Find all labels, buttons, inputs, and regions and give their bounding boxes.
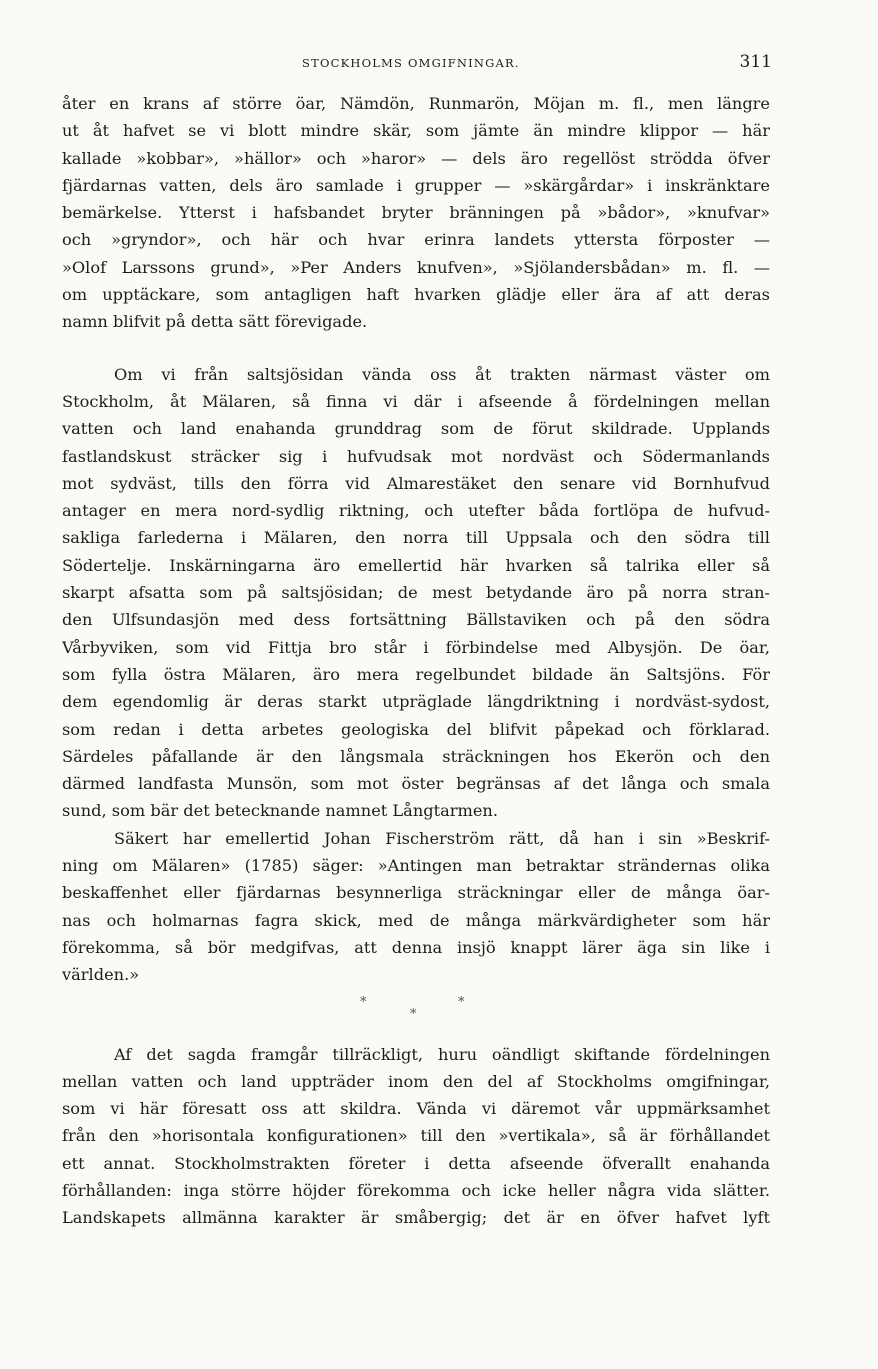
text-line: som redan i detta arbetes geologiska del blifvit påpekad och förklarad. bbox=[62, 719, 770, 739]
separator-star: * bbox=[410, 1006, 417, 1022]
running-title: STOCKHOLMS OMGIFNINGAR. bbox=[302, 56, 520, 70]
page-body bbox=[62, 90, 770, 1232]
paragraph-2 bbox=[62, 361, 770, 825]
text-line: förekomma, så bör medgifvas, att denna insjö knappt lärer äga sin like i bbox=[62, 937, 770, 957]
text-line: om upptäckare, som antagligen haft hvarken glädje eller ära af att deras bbox=[62, 285, 770, 305]
text-line: Särdeles påfallande är den långsmala sträckningen hos Ekerön och den bbox=[62, 746, 770, 766]
text-line: åter en krans af större öar, Nämdön, Runmarön, Möjan m. fl., men längre bbox=[62, 94, 770, 113]
page-number: 311 bbox=[739, 52, 772, 72]
text-line: ut åt hafvet se vi blott mindre skär, som jämte än mindre klippor — här bbox=[62, 121, 770, 141]
text-line: sakliga farlederna i Mälaren, den norra till Uppsala och den södra till bbox=[62, 528, 770, 548]
text-line: som vi här föresatt oss att skildra. Vända vi däremot vår uppmärksamhet bbox=[62, 1099, 770, 1119]
text-line: Stockholm, åt Mälaren, så finna vi där i afseende å fördelningen mellan bbox=[62, 391, 770, 411]
text-line: mot sydväst, tills den förra vid Almarestäket den senare vid Bornhufvud bbox=[62, 473, 770, 493]
text-line: som fylla östra Mälaren, äro mera regelbundet bildade än Saltsjöns. För bbox=[62, 664, 770, 684]
page-header bbox=[62, 52, 772, 76]
text-line: från den »horisontala konfigurationen» till den »vertikala», så är förhållandet bbox=[62, 1126, 770, 1146]
paragraph-3 bbox=[62, 825, 770, 989]
text-line: och »gryndor», och här och hvar erinra landets yttersta förposter — bbox=[62, 230, 770, 250]
text-line: fjärdarnas vatten, dels äro samlade i grupper — »skärgårdar» i inskränktare bbox=[62, 175, 770, 195]
paragraph-4 bbox=[62, 1041, 770, 1232]
text-line: antager en mera nord-sydlig riktning, och utefter båda fortlöpa de hufvud- bbox=[62, 501, 770, 521]
separator-star: * bbox=[360, 994, 367, 1010]
text-line: ett annat. Stockholmstrakten företer i detta afseende öfverallt enahanda bbox=[62, 1153, 770, 1173]
text-line: »Olof Larssons grund», »Per Anders knufven», »Sjölandersbådan» m. fl. — bbox=[62, 257, 770, 277]
separator-star: * bbox=[458, 994, 465, 1010]
text-line: förhållanden: inga större höjder förekomma och icke heller några vida slätter. bbox=[62, 1180, 770, 1200]
text-line: mellan vatten och land uppträder inom den del af Stockholms omgifningar, bbox=[62, 1071, 770, 1091]
text-line: därmed landfasta Munsön, som mot öster begränsas af det långa och smala bbox=[62, 774, 770, 794]
text-line: ning om Mälaren» (1785) säger: »Antingen man betraktar strändernas olika bbox=[62, 856, 770, 876]
text-line: beskaffenhet eller fjärdarnas besynnerliga sträckningar eller de många öar- bbox=[62, 883, 770, 903]
text-line: Södertelje. Inskärningarna äro emellertid här hvarken så talrika eller så bbox=[62, 555, 770, 575]
text-line: Säkert har emellertid Johan Fischerström rätt, då han i sin »Beskrif- bbox=[114, 828, 770, 848]
text-line: namn blifvit på detta sätt förevigade. bbox=[62, 312, 368, 332]
text-line: sund, som bär det betecknande namnet Långtarmen. bbox=[62, 801, 499, 821]
text-line: nas och holmarnas fagra skick, med de många märkvärdigheter som här bbox=[62, 910, 770, 930]
text-line: vatten och land enahanda grunddrag som de förut skildrade. Upplands bbox=[62, 419, 770, 439]
text-line: kallade »kobbar», »hällor» och »haror» — dels äro regellöst strödda öfver bbox=[62, 148, 770, 168]
text-line: den Ulfsundasjön med dess fortsättning Bällstaviken och på den södra bbox=[62, 610, 770, 630]
paragraph-1 bbox=[62, 90, 770, 336]
text-line: skarpt afsatta som på saltsjösidan; de mest betydande äro på norra stran- bbox=[62, 583, 770, 603]
text-line: fastlandskust sträcker sig i hufvudsak mot nordväst och Södermanlands bbox=[62, 446, 770, 466]
text-line: bemärkelse. Ytterst i hafsbandet bryter bränningen på »bådor», »knufvar» bbox=[62, 203, 770, 223]
text-line: Landskapets allmänna karakter är småbergig; det är en öfver hafvet lyft bbox=[62, 1208, 770, 1228]
text-line: Om vi från saltsjösidan vända oss åt trakten närmast väster om bbox=[114, 364, 770, 384]
text-line: världen.» bbox=[62, 965, 140, 985]
section-separator bbox=[62, 995, 770, 1041]
text-line: Af det sagda framgår tillräckligt, huru oändligt skiftande fördelningen bbox=[114, 1044, 770, 1064]
text-line: dem egendomlig är deras starkt utpräglade längdriktning i nordväst-sydost, bbox=[62, 692, 770, 712]
text-line: Vårbyviken, som vid Fittja bro står i förbindelse med Albysjön. De öar, bbox=[62, 637, 770, 657]
